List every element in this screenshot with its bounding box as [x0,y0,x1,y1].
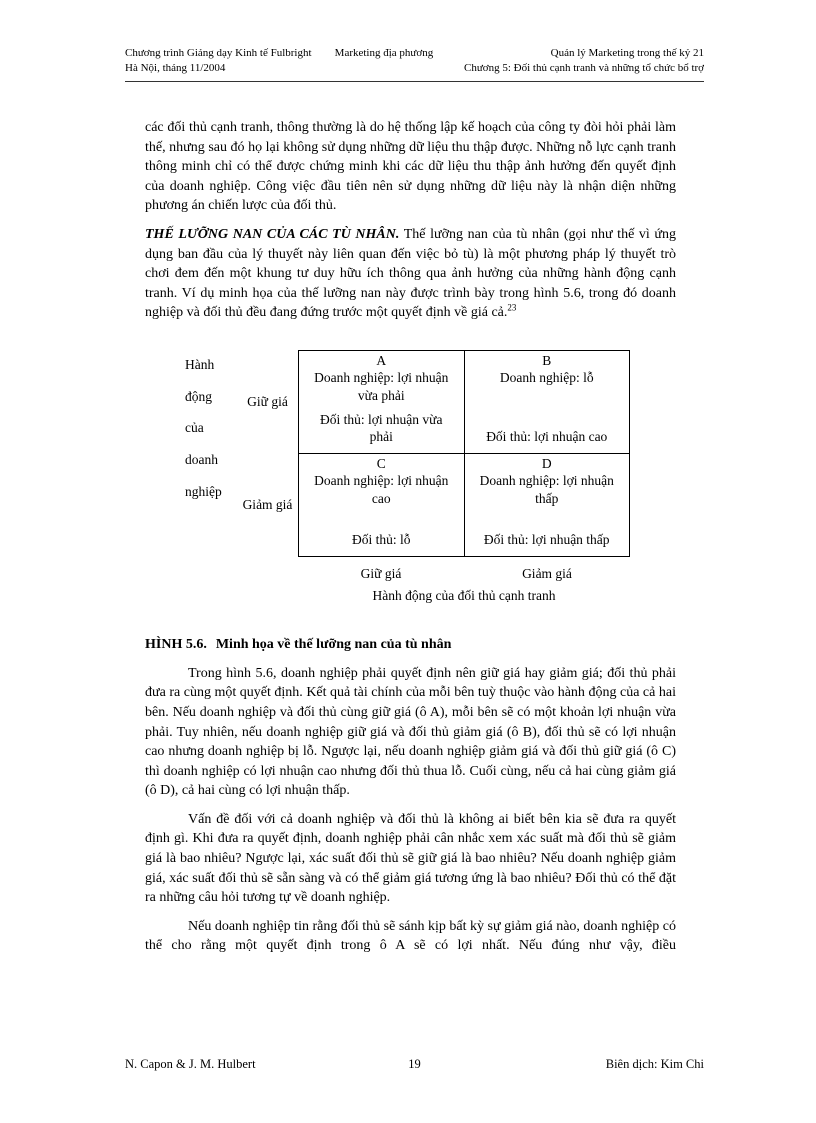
footer-translator: Biên dịch: Kim Chi [605,1057,704,1071]
row-labels [237,350,298,556]
paragraph-4: Vấn đề đối với cả doanh nghiệp và đối thủ là không ai biết bên kia sẽ đưa ra quyết định gì. Khi đưa ra quyết định, doanh nghiệp phải cân nhắc xem xác suất mà đối thủ sẽ giảm giá là bao nhiêu? Ngược lại, xác suất đối thủ sẽ giữ giá là bao nhiêu? Nếu doanh nghiệp giảm giá, xác suất đối thủ sẽ sẵn sàng và có thể giảm giá tương ứng là bao nhiêu? Đối thủ có thể đặt ra những câu hỏi tương tự về doanh nghiệp. [145,811,676,906]
row-label-cut-price: Giảm giá [242,496,293,512]
cell-firm-outcome: Doanh nghiệp: lỗ [499,370,594,386]
column-label-hold-price: Giữ giá [360,565,402,581]
paragraph-2-text: Thế lưỡng nan của tù nhân (gọi như thế vì ứng dụng ban đầu của lý thuyết này liên quan đến việc bỏ tù) là một phương pháp lý thuyết trò chơi đem đến một khung tư duy hữu ích thông qua ảnh hưởng của những hành động cạnh tranh. Ví dụ minh họa của thế lưỡng nan này được trình bày trong hình 5.6, trong đó doanh nghiệp và đối thủ đều đang đứng trước một quyết định về giá cả. [145,226,676,321]
matrix-cell-b [465,351,631,454]
header-book-title: Quản lý Marketing trong thế kỷ 21 [550,47,704,59]
cell-firm-outcome: Doanh nghiệp: lợi nhuận cao [314,473,449,506]
footer-page-number: 19 [408,1057,421,1071]
header-right [439,46,704,75]
payoff-matrix-table [298,350,630,557]
paragraph-2-run-in-heading: THẾ LƯỠNG NAN CỦA CÁC TÙ NHÂN. [145,226,400,242]
document-body [145,118,676,956]
header-program: Chương trình Giảng dạy Kinh tế Fulbright [125,47,312,59]
figure-caption [145,635,676,655]
paragraph-2 [145,225,676,323]
footnote-reference-23: 23 [507,302,517,313]
header-course: Marketing địa phương [334,47,434,59]
cell-letter: D [541,455,552,471]
cell-rival-outcome: Đối thủ: lợi nhuận cao [486,429,608,445]
y-axis-word: động [185,388,212,404]
figure-caption-number: HÌNH 5.6. [145,637,207,653]
column-labels [298,564,630,584]
y-axis-word: của [185,420,204,436]
x-axis-title: Hành động của đối thủ cạnh tranh [372,587,556,603]
y-axis-area [185,350,298,556]
footer-authors: N. Capon & J. M. Hulbert [125,1057,256,1071]
cell-letter: B [542,352,552,368]
header-left [125,46,329,75]
cell-rival-outcome: Đối thủ: lợi nhuận thấp [483,532,610,548]
page-header [125,46,704,82]
page-footer [125,1056,704,1072]
y-axis-title [185,350,237,500]
cell-firm-outcome: Doanh nghiệp: lợi nhuận thấp [479,473,614,506]
figure-caption-text: Minh họa về thế lưỡng nan của tù nhân [215,637,452,653]
cell-letter: A [376,352,387,368]
y-axis-word: Hành [185,356,215,372]
cell-letter: C [376,455,386,471]
paragraph-1: các đối thủ cạnh tranh, thông thường là do hệ thống lập kế hoạch của công ty đòi hỏi phải làm thế, nhưng sau đó họ lại không sử dụng những dữ liệu thu thập được. Những nỗ lực cạnh tranh thông minh chỉ có thể được chứng minh khi các dữ liệu thu thập ảnh hưởng đến quyết định của doanh nghiệp. Công việc đầu tiên nên sử dụng những dữ liệu này là nhận diện những phương án chiến lược của đối thủ. [145,120,676,214]
header-place-date: Hà Nội, tháng 11/2004 [125,61,226,74]
paragraph-3: Trong hình 5.6, doanh nghiệp phải quyết định nên giữ giá hay giảm giá; đối thủ phải đưa ra cùng một quyết định. Kết quả tài chính của mỗi bên tuỳ thuộc vào hành động của cả hai bên. Nếu doanh nghiệp và đối thủ cùng giữ giá (ô A), mỗi bên sẽ có một khoản lợi nhuận vừa phải. Tuy nhiên, nếu doanh nghiệp giữ giá và đối thủ giảm giá (ô B), đối thủ sẽ có lợi nhuận cao nhưng doanh nghiệp bị lỗ. Ngược lại, nếu doanh nghiệp giảm giá và đối thủ giữ giá (ô C) thì doanh nghiệp có lợi nhuận cao nhưng đối thủ thua lỗ. Cuối cùng, nếu cả hai cùng giảm giá (ô D), cả hai cùng có lợi nhuận thấp. [145,665,676,799]
matrix-cell-a [299,351,465,454]
cell-firm-outcome: Doanh nghiệp: lợi nhuận vừa phải [314,370,449,403]
cell-rival-outcome: Đối thủ: lợi nhuận vừa phải [320,411,443,445]
y-axis-word: doanh [185,452,218,468]
row-label-hold-price: Giữ giá [247,393,288,409]
figure-5-6 [145,350,676,655]
cell-rival-outcome: Đối thủ: lỗ [351,532,411,548]
matrix-cell-d [465,454,631,557]
payoff-matrix-area [185,350,676,557]
column-label-cut-price: Giảm giá [522,565,572,581]
y-axis-word: nghiệp [185,483,222,499]
header-chapter: Chương 5: Đối thủ cạnh tranh và những tổ chức bổ trợ [463,61,704,74]
paragraph-5: Nếu doanh nghiệp tin rằng đối thủ sẽ sánh kịp bất kỳ sự giảm giá nào, doanh nghiệp có thể cho rằng một quyết định trong ô A sẽ có lợi nhất. Nếu đúng như vậy, điều [145,918,676,954]
matrix-cell-c [299,454,465,557]
